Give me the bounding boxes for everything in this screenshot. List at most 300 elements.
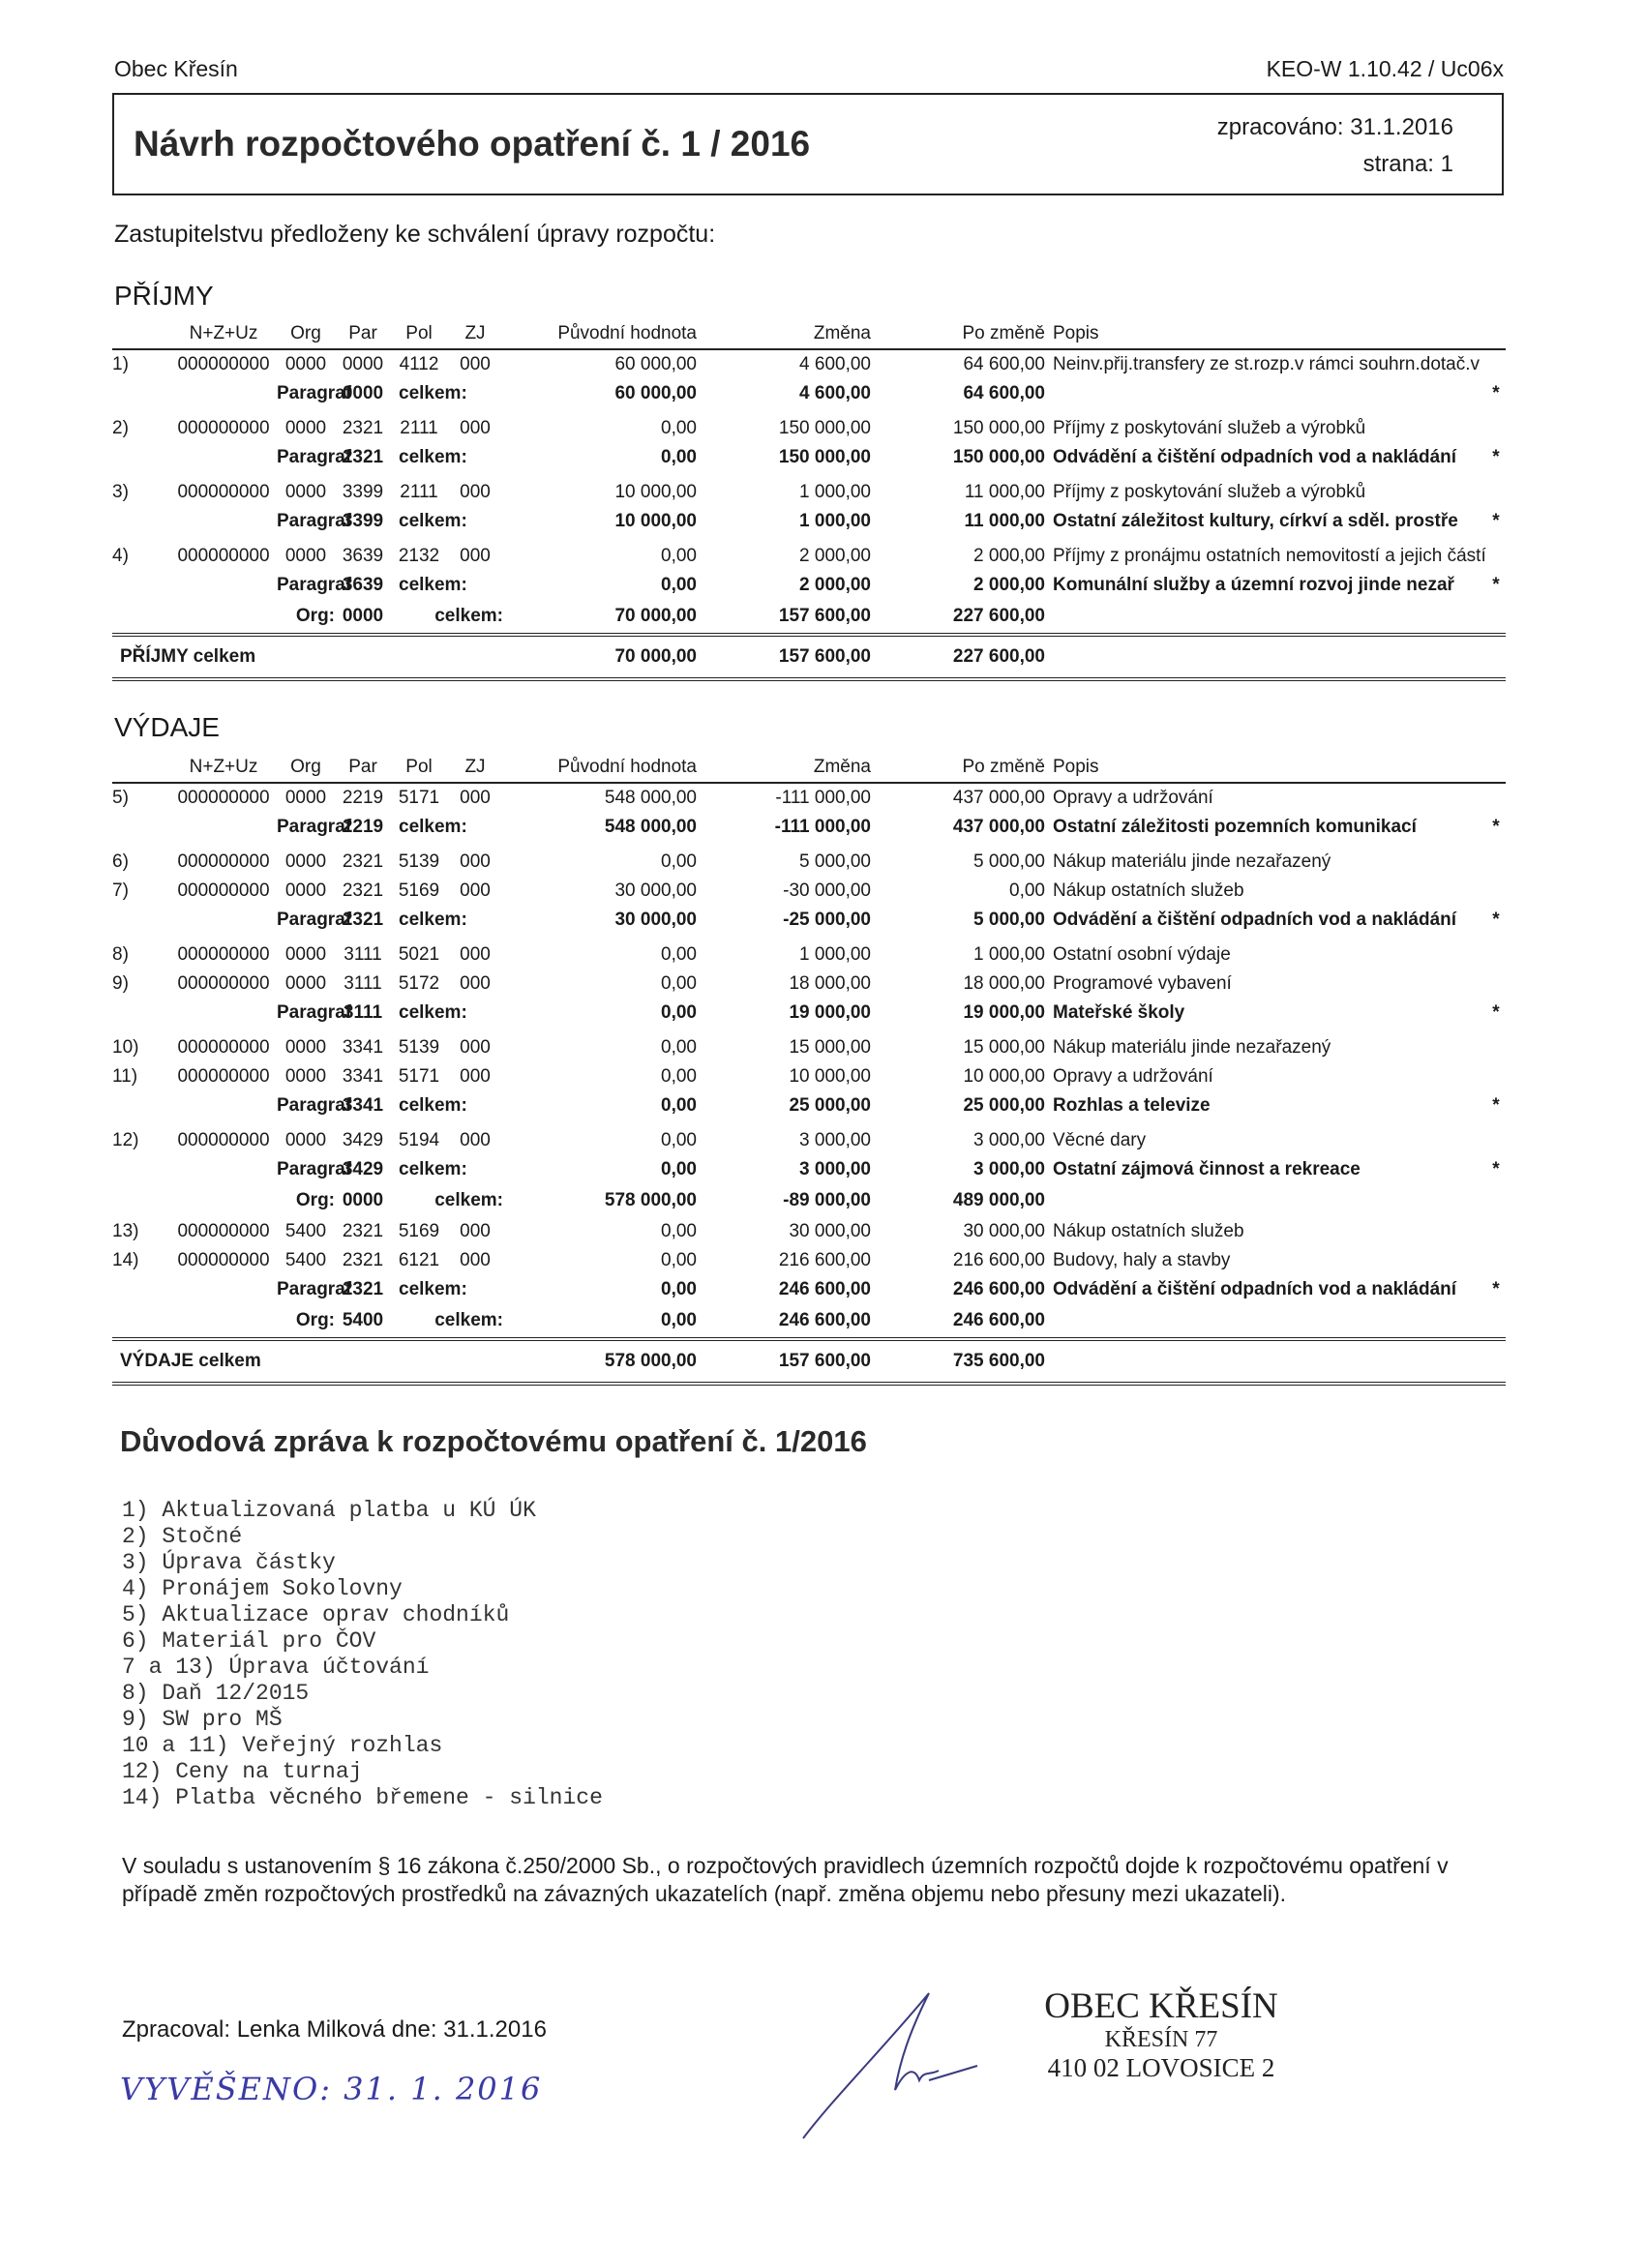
cell-description: Nákup materiálu jinde nezařazený: [1053, 1037, 1331, 1058]
cell-change: 15 000,00: [789, 1037, 871, 1058]
cell-after: 11 000,00: [964, 482, 1045, 502]
sum-par: 2321: [342, 447, 384, 467]
org-sum-row: [112, 600, 1506, 635]
table-row: [112, 1246, 1506, 1275]
column-header: ZJ: [447, 753, 503, 783]
cell-pol: 5194: [398, 1130, 440, 1150]
org-change: 157 600,00: [778, 606, 871, 626]
row-number: 12): [112, 1130, 139, 1150]
report-item: 2) Stočné: [122, 1524, 243, 1549]
cell-empty: [112, 1091, 170, 1120]
cell-nzu: 000000000: [177, 1037, 270, 1058]
sum-celkem: celkem:: [399, 1095, 467, 1116]
law-text: V souladu s ustanovením § 16 zákona č.250/2000 Sb., o rozpočtových pravidlech územních rozpočtů dojde k rozpočtovému opatření v případě změn rozpočtových prostředků na závazných ukazatelích (např. změna objemu nebo přesuny mezi ukazateli).: [122, 1853, 1449, 1906]
prepared-by: Zpracoval: Lenka Milková dne: 31.1.2016: [122, 2016, 547, 2043]
table-row: [112, 542, 1506, 571]
cell-description: Nákup ostatních služeb: [1053, 880, 1244, 901]
cell-after: 0,00: [1009, 880, 1045, 901]
cell-nzu: 000000000: [177, 788, 270, 808]
cell-org: 0000: [284, 944, 327, 965]
cell-star: [1486, 349, 1506, 379]
cell-star: [1486, 478, 1506, 507]
sum-original: 60 000,00: [614, 383, 697, 403]
report-item: 12) Ceny na turnaj: [122, 1759, 363, 1784]
cell-empty: [112, 600, 170, 635]
sum-original: 0,00: [661, 1279, 697, 1299]
cell-par: 3111: [344, 973, 382, 994]
total-after: 735 600,00: [871, 1339, 1045, 1384]
cell-empty: [112, 1155, 170, 1184]
sum-star: *: [1492, 817, 1500, 837]
cell-empty: [112, 1304, 170, 1339]
sum-celkem: celkem:: [399, 1279, 467, 1299]
page-label: strana:: [1362, 151, 1434, 177]
cell-zj: 000: [460, 482, 491, 502]
cell-par: 0000: [342, 354, 384, 374]
cell-nzu: 000000000: [177, 482, 270, 502]
org-code: 0000: [342, 1190, 384, 1210]
cell-description: Nákup ostatních služeb: [1053, 1221, 1244, 1241]
row-number: 10): [112, 1037, 139, 1058]
stamp-line3: 410 02 LOVOSICE 2: [1047, 2053, 1275, 2082]
cell-empty: [1486, 1339, 1506, 1384]
cell-description: Opravy a udržování: [1053, 788, 1213, 808]
report-item: 4) Pronájem Sokolovny: [122, 1576, 403, 1601]
cell-zj: 000: [460, 1130, 491, 1150]
cell-empty: [170, 507, 277, 536]
sum-star: *: [1492, 1002, 1500, 1023]
org-after: 227 600,00: [952, 606, 1045, 626]
cell-par: 2321: [342, 1221, 384, 1241]
cell-nzu: 000000000: [177, 418, 270, 438]
cell-change: 4 600,00: [799, 354, 871, 374]
paragraph-sum-row: [112, 1275, 1506, 1304]
cell-org: 0000: [284, 1130, 327, 1150]
column-header: Popis: [1045, 753, 1486, 783]
table-row: [112, 1217, 1506, 1246]
total-label: PŘÍJMY celkem: [112, 635, 503, 679]
sum-after: 2 000,00: [973, 575, 1045, 595]
sum-after: 11 000,00: [964, 511, 1045, 531]
cell-after: 15 000,00: [963, 1037, 1045, 1058]
cell-after: 18 000,00: [963, 973, 1045, 994]
cell-star: [1486, 877, 1506, 906]
cell-description: Příjmy z poskytování služeb a výrobků: [1053, 482, 1366, 502]
cell-star: [1486, 783, 1506, 813]
sum-change: -111 000,00: [774, 817, 871, 837]
sum-description: Odvádění a čištění odpadních vod a nakládání: [1053, 1279, 1457, 1299]
cell-empty: [112, 507, 170, 536]
sum-description: Ostatní záležitost kultury, církví a sděl. prostře: [1053, 511, 1458, 531]
cell-org: 0000: [284, 1037, 327, 1058]
report-item: 8) Daň 12/2015: [122, 1681, 310, 1706]
sum-change: 1 000,00: [799, 511, 871, 531]
total-original: 70 000,00: [503, 635, 697, 679]
cell-change: 3 000,00: [799, 1130, 871, 1150]
sum-par: 3341: [342, 1095, 384, 1116]
cell-par: 3341: [342, 1066, 384, 1087]
sum-change: 3 000,00: [799, 1159, 871, 1179]
column-header: Po změně: [871, 753, 1045, 783]
row-number: 7): [112, 880, 129, 901]
paragraph-sum-row: [112, 443, 1506, 472]
cell-star: [1486, 970, 1506, 999]
section-prijmy-heading: PŘÍJMY: [114, 281, 214, 311]
report-item: 7 a 13) Úprava účtování: [122, 1655, 430, 1680]
org-sum-row: [112, 1304, 1506, 1339]
cell-par: 2321: [342, 880, 384, 901]
paragraph-sum-row: [112, 507, 1506, 536]
cell-change: 1 000,00: [799, 482, 871, 502]
sum-celkem: celkem:: [399, 817, 467, 837]
cell-pol: 5171: [398, 788, 440, 808]
cell-zj: 000: [460, 354, 491, 374]
sum-after: 3 000,00: [973, 1159, 1045, 1179]
cell-empty: [1045, 1304, 1486, 1339]
cell-empty: [112, 571, 170, 600]
table-row: [112, 1126, 1506, 1155]
cell-after: 5 000,00: [973, 851, 1045, 872]
sum-description: Ostatní zájmová činnost a rekreace: [1053, 1159, 1361, 1179]
cell-original: 0,00: [661, 418, 697, 438]
sum-label: Paragraf: [277, 1095, 352, 1116]
cell-pol: 2132: [398, 546, 440, 566]
sum-par: 2321: [342, 910, 384, 930]
column-header: Par: [335, 753, 391, 783]
cell-pol: 6121: [398, 1250, 440, 1270]
cell-org: 0000: [284, 788, 327, 808]
sum-after: 19 000,00: [963, 1002, 1045, 1023]
cell-after: 437 000,00: [952, 788, 1045, 808]
sum-label: Paragraf: [277, 447, 352, 467]
cell-empty: [170, 906, 277, 935]
posted-handwritten: VYVĚŠENO: 31. 1. 2016: [120, 2071, 543, 2107]
paragraph-sum-row: [112, 1091, 1506, 1120]
sum-celkem: celkem:: [399, 1159, 467, 1179]
sum-description: Odvádění a čištění odpadních vod a nakládání: [1053, 910, 1457, 930]
sum-change: 4 600,00: [799, 383, 871, 403]
row-number: 5): [112, 788, 129, 808]
sum-par: 3429: [342, 1159, 384, 1179]
cell-org: 5400: [284, 1250, 327, 1270]
org-label: Org:: [295, 606, 335, 626]
total-change: 157 600,00: [697, 1339, 871, 1384]
column-header: Původní hodnota: [503, 319, 697, 349]
cell-pol: 5171: [398, 1066, 440, 1087]
table-row: [112, 783, 1506, 813]
page-value: 1: [1440, 151, 1453, 177]
cell-zj: 000: [460, 1037, 491, 1058]
cell-empty: [112, 379, 170, 408]
cell-org: 0000: [284, 418, 327, 438]
cell-description: Příjmy z pronájmu ostatních nemovitostí a jejich částí: [1053, 546, 1486, 566]
sum-label: Paragraf: [277, 511, 352, 531]
signature-image: [793, 1974, 1006, 2148]
cell-original: 548 000,00: [604, 788, 697, 808]
cell-after: 216 600,00: [952, 1250, 1045, 1270]
cell-org: 0000: [284, 851, 327, 872]
cell-empty: [170, 813, 277, 842]
cell-original: 0,00: [661, 1221, 697, 1241]
cell-nzu: 000000000: [177, 1130, 270, 1150]
processed-value: 31.1.2016: [1350, 114, 1453, 140]
col-star: [1486, 319, 1506, 349]
sum-description: Rozhlas a televize: [1053, 1095, 1211, 1116]
sum-original: 30 000,00: [614, 910, 697, 930]
sum-original: 0,00: [661, 1159, 697, 1179]
cell-star: [1486, 1033, 1506, 1062]
cell-pol: 5139: [398, 1037, 440, 1058]
sum-star: *: [1492, 1279, 1500, 1299]
cell-description: Neinv.přij.transfery ze st.rozp.v rámci souhrn.dotač.v: [1053, 354, 1480, 374]
sum-par: 3111: [343, 1002, 383, 1023]
total-after: 227 600,00: [871, 635, 1045, 679]
row-number: 14): [112, 1250, 139, 1270]
cell-empty: [170, 999, 277, 1028]
sum-label: Paragraf: [277, 575, 352, 595]
intro-text: Zastupitelstvu předloženy ke schválení úpravy rozpočtu:: [114, 221, 716, 248]
sum-after: 64 600,00: [963, 383, 1045, 403]
table-row: [112, 414, 1506, 443]
cell-org: 0000: [284, 880, 327, 901]
sum-original: 10 000,00: [614, 511, 697, 531]
cell-after: 1 000,00: [973, 944, 1045, 965]
sum-label: Paragraf: [277, 1159, 352, 1179]
header-org: Obec Křesín: [114, 56, 238, 81]
column-header: Změna: [697, 753, 871, 783]
cell-star: [1486, 1062, 1506, 1091]
org-label: Org:: [295, 1310, 335, 1330]
row-number: 1): [112, 354, 129, 374]
sum-description: Komunální služby a územní rozvoj jinde nezař: [1053, 575, 1454, 595]
org-celkem: celkem:: [434, 1310, 503, 1330]
org-original: 578 000,00: [604, 1190, 697, 1210]
col-star: [1486, 753, 1506, 783]
sum-original: 0,00: [661, 447, 697, 467]
table-row: [112, 349, 1506, 379]
cell-original: 0,00: [661, 1066, 697, 1087]
sum-celkem: celkem:: [399, 511, 467, 531]
cell-empty: [170, 1275, 277, 1304]
cell-after: 3 000,00: [973, 1130, 1045, 1150]
cell-org: 0000: [284, 354, 327, 374]
cell-nzu: 000000000: [177, 944, 270, 965]
total-label: VÝDAJE celkem: [112, 1339, 503, 1384]
cell-zj: 000: [460, 418, 491, 438]
cell-empty: [170, 1304, 277, 1339]
sum-celkem: celkem:: [399, 383, 467, 403]
org-label: Org:: [295, 1190, 335, 1210]
column-header: Org: [277, 753, 335, 783]
cell-star: [1486, 414, 1506, 443]
row-number: 2): [112, 418, 129, 438]
sum-celkem: celkem:: [399, 575, 467, 595]
sum-label: Paragraf: [277, 817, 352, 837]
table-row: [112, 478, 1506, 507]
column-header: Popis: [1045, 319, 1486, 349]
report-item: 3) Úprava částky: [122, 1550, 336, 1575]
column-header: Po změně: [871, 319, 1045, 349]
sum-label: Paragraf: [277, 910, 352, 930]
cell-par: 2219: [342, 788, 384, 808]
cell-zj: 000: [460, 1221, 491, 1241]
org-code: 0000: [342, 606, 384, 626]
cell-change: 10 000,00: [789, 1066, 871, 1087]
sum-after: 150 000,00: [952, 447, 1045, 467]
sum-original: 0,00: [661, 1095, 697, 1116]
org-original: 70 000,00: [614, 606, 697, 626]
paragraph-sum-row: [112, 571, 1506, 600]
sum-par: 3399: [342, 511, 384, 531]
cell-nzu: 000000000: [177, 354, 270, 374]
section-vydaje-heading: VÝDAJE: [114, 712, 220, 742]
cell-original: 0,00: [661, 973, 697, 994]
table-row: [112, 877, 1506, 906]
cell-pol: 5172: [398, 973, 440, 994]
cell-pol: 5169: [398, 880, 440, 901]
sum-description: Mateřské školy: [1053, 1002, 1185, 1023]
org-change: -89 000,00: [783, 1190, 871, 1210]
report-item: 10 a 11) Veřejný rozhlas: [122, 1733, 443, 1758]
cell-zj: 000: [460, 788, 491, 808]
org-code: 5400: [342, 1310, 384, 1330]
cell-original: 60 000,00: [614, 354, 697, 374]
column-header: Pol: [391, 753, 447, 783]
sum-label: Paragraf: [277, 1002, 352, 1023]
cell-change: 216 600,00: [778, 1250, 871, 1270]
column-header: Původní hodnota: [503, 753, 697, 783]
cell-empty: [1045, 1339, 1486, 1384]
cell-empty: [1486, 1304, 1506, 1339]
cell-original: 0,00: [661, 1250, 697, 1270]
cell-description: Programové vybavení: [1053, 973, 1232, 994]
report-item: 1) Aktualizovaná platba u KÚ ÚK: [122, 1498, 536, 1523]
cell-original: 0,00: [661, 546, 697, 566]
sum-star: *: [1492, 910, 1500, 930]
table-row: [112, 1062, 1506, 1091]
paragraph-sum-row: [112, 1155, 1506, 1184]
cell-org: 0000: [284, 546, 327, 566]
cell-after: 2 000,00: [973, 546, 1045, 566]
cell-empty: [170, 443, 277, 472]
report-items: [122, 1498, 603, 1811]
prijmy-table: [112, 319, 1506, 681]
cell-empty: [1486, 1184, 1506, 1217]
cell-empty: [170, 1155, 277, 1184]
cell-zj: 000: [460, 1066, 491, 1087]
org-sum-row: [112, 1184, 1506, 1217]
cell-original: 0,00: [661, 851, 697, 872]
sum-star: *: [1492, 1095, 1500, 1116]
paragraph-sum-row: [112, 906, 1506, 935]
cell-description: Příjmy z poskytování služeb a výrobků: [1053, 418, 1366, 438]
report-item: 5) Aktualizace oprav chodníků: [122, 1602, 510, 1627]
cell-zj: 000: [460, 546, 491, 566]
cell-pol: 2111: [400, 418, 438, 438]
cell-empty: [1486, 635, 1506, 679]
cell-zj: 000: [460, 880, 491, 901]
cell-org: 0000: [284, 973, 327, 994]
paragraph-sum-row: [112, 813, 1506, 842]
section-total-row: [112, 635, 1506, 679]
processed-date: [1217, 114, 1453, 141]
cell-nzu: 000000000: [177, 880, 270, 901]
cell-change: -111 000,00: [775, 788, 871, 808]
cell-change: 2 000,00: [799, 546, 871, 566]
report-item: 14) Platba věcného břemene - silnice: [122, 1785, 603, 1810]
cell-description: Budovy, haly a stavby: [1053, 1250, 1231, 1270]
cell-pol: 5021: [398, 944, 440, 965]
cell-star: [1486, 1246, 1506, 1275]
table-header-row: [112, 753, 1506, 783]
table-row: [112, 970, 1506, 999]
sum-description: Odvádění a čištění odpadních vod a nakládání: [1053, 447, 1457, 467]
sum-change: -25 000,00: [783, 910, 871, 930]
column-header: ZJ: [447, 319, 503, 349]
sum-celkem: celkem:: [399, 447, 467, 467]
column-header: Změna: [697, 319, 871, 349]
cell-zj: 000: [460, 851, 491, 872]
sum-star: *: [1492, 383, 1500, 403]
title-box: [112, 93, 1504, 195]
cell-change: 5 000,00: [799, 851, 871, 872]
cell-original: 0,00: [661, 1130, 697, 1150]
office-stamp: [1026, 1985, 1297, 2083]
processed-label: zpracováno:: [1216, 114, 1344, 140]
cell-description: Věcné dary: [1053, 1130, 1147, 1150]
cell-empty: [112, 1275, 170, 1304]
sum-change: 25 000,00: [789, 1095, 871, 1116]
column-header: N+Z+Uz: [170, 753, 277, 783]
cell-description: Opravy a udržování: [1053, 1066, 1213, 1087]
row-number: 13): [112, 1221, 139, 1241]
table-row: [112, 940, 1506, 970]
sum-star: *: [1492, 575, 1500, 595]
cell-nzu: 000000000: [177, 546, 270, 566]
cell-empty: [170, 571, 277, 600]
cell-change: 150 000,00: [778, 418, 871, 438]
cell-empty: [112, 1184, 170, 1217]
cell-after: 30 000,00: [963, 1221, 1045, 1241]
sum-star: *: [1492, 447, 1500, 467]
cell-par: 2321: [342, 418, 384, 438]
sum-celkem: celkem:: [399, 1002, 467, 1023]
cell-empty: [170, 1184, 277, 1217]
section-total-row: [112, 1339, 1506, 1384]
cell-empty: [1486, 600, 1506, 635]
cell-after: 150 000,00: [952, 418, 1045, 438]
total-original: 578 000,00: [503, 1339, 697, 1384]
table-row: [112, 1033, 1506, 1062]
cell-description: Nákup materiálu jinde nezařazený: [1053, 851, 1331, 872]
cell-nzu: 000000000: [177, 1250, 270, 1270]
table-row: [112, 848, 1506, 877]
report-item: 6) Materiál pro ČOV: [122, 1628, 376, 1654]
cell-pol: 5169: [398, 1221, 440, 1241]
sum-label: Paragraf: [277, 383, 352, 403]
col-no: [112, 319, 170, 349]
cell-star: [1486, 940, 1506, 970]
cell-empty: [112, 999, 170, 1028]
cell-par: 3341: [342, 1037, 384, 1058]
sum-label: Paragraf: [277, 1279, 352, 1299]
row-number: 3): [112, 482, 129, 502]
org-celkem: celkem:: [434, 606, 503, 626]
cell-empty: [112, 443, 170, 472]
cell-change: 18 000,00: [789, 973, 871, 994]
cell-nzu: 000000000: [177, 1066, 270, 1087]
cell-after: 64 600,00: [963, 354, 1045, 374]
